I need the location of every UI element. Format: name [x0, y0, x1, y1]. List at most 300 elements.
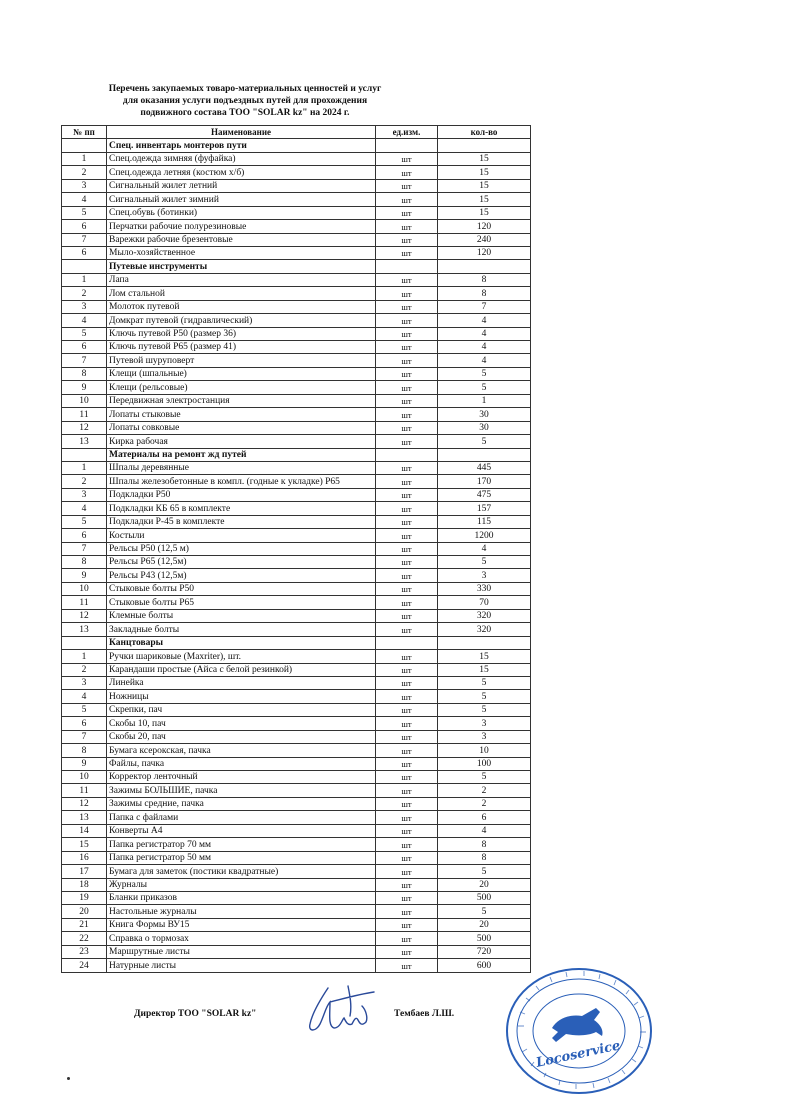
item-name: Клещи (рельсовые) [107, 381, 376, 394]
table-row [62, 676, 531, 689]
section-title: Спец. инвентарь монтеров пути [107, 139, 376, 152]
table-row [62, 582, 531, 595]
table-row [62, 824, 531, 837]
row-number: 12 [62, 797, 107, 810]
section-title: Канцтовары [107, 636, 376, 649]
item-name: Справка о тормозах [107, 932, 376, 945]
row-number: 10 [62, 582, 107, 595]
item-name: Домкрат путевой (гидравлический) [107, 314, 376, 327]
item-name: Сигнальный жилет летний [107, 179, 376, 192]
item-quantity: 475 [438, 488, 531, 501]
item-name: Клемные болты [107, 609, 376, 622]
item-unit: шт [376, 838, 438, 851]
table-row [62, 475, 531, 488]
item-name: Подкладки КБ 65 в комплекте [107, 502, 376, 515]
item-quantity: 8 [438, 287, 531, 300]
item-quantity: 2 [438, 797, 531, 810]
row-number: 7 [62, 233, 107, 246]
item-unit: шт [376, 945, 438, 958]
item-quantity: 15 [438, 663, 531, 676]
item-name: Подкладки Р50 [107, 488, 376, 501]
row-number: 17 [62, 865, 107, 878]
item-quantity: 1200 [438, 529, 531, 542]
table-row [62, 891, 531, 904]
item-quantity: 8 [438, 838, 531, 851]
item-unit: шт [376, 542, 438, 555]
item-name: Настольные журналы [107, 905, 376, 918]
section-quantity-cell [438, 448, 531, 461]
item-name: Рельсы Р50 (12,5 м) [107, 542, 376, 555]
item-quantity: 5 [438, 865, 531, 878]
item-quantity: 6 [438, 811, 531, 824]
table-row [62, 193, 531, 206]
table-row [62, 394, 531, 407]
item-quantity: 240 [438, 233, 531, 246]
item-name: Натурные листы [107, 959, 376, 972]
item-name: Ножницы [107, 690, 376, 703]
item-quantity: 20 [438, 878, 531, 891]
table-body [62, 139, 531, 972]
item-unit: шт [376, 233, 438, 246]
table-row [62, 314, 531, 327]
item-unit: шт [376, 408, 438, 421]
item-quantity: 15 [438, 166, 531, 179]
item-unit: шт [376, 475, 438, 488]
section-quantity-cell [438, 636, 531, 649]
row-number: 8 [62, 556, 107, 569]
item-quantity: 5 [438, 703, 531, 716]
row-number: 8 [62, 744, 107, 757]
table-row [62, 596, 531, 609]
row-number: 21 [62, 918, 107, 931]
item-unit: шт [376, 784, 438, 797]
row-number: 6 [62, 341, 107, 354]
item-unit: шт [376, 932, 438, 945]
table-row [62, 945, 531, 958]
item-name: Журналы [107, 878, 376, 891]
item-name: Скрепки, пач [107, 703, 376, 716]
item-name: Корректор ленточный [107, 771, 376, 784]
item-name: Подкладки Р-45 в комплекте [107, 515, 376, 528]
section-title: Материалы на ремонт жд путей [107, 448, 376, 461]
item-name: Лапа [107, 273, 376, 286]
item-unit: шт [376, 273, 438, 286]
row-number: 15 [62, 838, 107, 851]
item-name: Передвижная электростанция [107, 394, 376, 407]
row-number: 7 [62, 730, 107, 743]
item-unit: шт [376, 569, 438, 582]
item-unit: шт [376, 650, 438, 663]
item-unit: шт [376, 959, 438, 972]
table-row [62, 367, 531, 380]
item-unit: шт [376, 556, 438, 569]
item-unit: шт [376, 891, 438, 904]
item-name: Шпалы железобетонные в компл. (годные к укладке) Р65 [107, 475, 376, 488]
item-unit: шт [376, 193, 438, 206]
item-unit: шт [376, 676, 438, 689]
row-number: 22 [62, 932, 107, 945]
header-name: Наименование [107, 126, 376, 139]
section-row [62, 636, 531, 649]
item-quantity: 330 [438, 582, 531, 595]
purchase-list-table [61, 125, 531, 973]
row-number: 6 [62, 717, 107, 730]
section-row [62, 448, 531, 461]
table-row [62, 220, 531, 233]
item-quantity: 15 [438, 206, 531, 219]
item-unit: шт [376, 663, 438, 676]
row-number: 6 [62, 246, 107, 259]
row-number: 3 [62, 300, 107, 313]
row-number: 9 [62, 381, 107, 394]
section-number-cell [62, 139, 107, 152]
item-unit: шт [376, 744, 438, 757]
table-row [62, 690, 531, 703]
item-unit: шт [376, 878, 438, 891]
item-quantity: 320 [438, 623, 531, 636]
item-unit: шт [376, 220, 438, 233]
table-row [62, 556, 531, 569]
item-name: Конверты А4 [107, 824, 376, 837]
item-name: Рельсы Р65 (12,5м) [107, 556, 376, 569]
row-number: 5 [62, 703, 107, 716]
item-unit: шт [376, 166, 438, 179]
table-row [62, 246, 531, 259]
item-unit: шт [376, 609, 438, 622]
item-unit: шт [376, 529, 438, 542]
item-unit: шт [376, 488, 438, 501]
section-number-cell [62, 260, 107, 273]
table-row [62, 502, 531, 515]
item-quantity: 445 [438, 461, 531, 474]
header-quantity: кол-во [438, 126, 531, 139]
item-name: Маршрутные листы [107, 945, 376, 958]
item-name: Закладные болты [107, 623, 376, 636]
row-number: 5 [62, 206, 107, 219]
table-row [62, 703, 531, 716]
item-name: Карандаши простые (Айса с белой резинкой) [107, 663, 376, 676]
item-unit: шт [376, 246, 438, 259]
item-quantity: 5 [438, 367, 531, 380]
item-quantity: 15 [438, 152, 531, 165]
item-name: Кирка рабочая [107, 435, 376, 448]
item-unit: шт [376, 287, 438, 300]
table-row [62, 650, 531, 663]
row-number: 1 [62, 650, 107, 663]
table-row [62, 797, 531, 810]
item-quantity: 120 [438, 246, 531, 259]
item-unit: шт [376, 623, 438, 636]
item-quantity: 4 [438, 542, 531, 555]
table-row [62, 341, 531, 354]
item-name: Стыковые болты Р50 [107, 582, 376, 595]
row-number: 1 [62, 461, 107, 474]
item-quantity: 5 [438, 676, 531, 689]
item-unit: шт [376, 582, 438, 595]
table-row [62, 542, 531, 555]
item-unit: шт [376, 905, 438, 918]
row-number: 12 [62, 609, 107, 622]
table-row [62, 757, 531, 770]
item-unit: шт [376, 690, 438, 703]
item-quantity: 15 [438, 193, 531, 206]
table-row [62, 663, 531, 676]
item-unit: шт [376, 435, 438, 448]
section-quantity-cell [438, 139, 531, 152]
item-unit: шт [376, 206, 438, 219]
row-number: 13 [62, 435, 107, 448]
item-quantity: 4 [438, 341, 531, 354]
section-row [62, 260, 531, 273]
title-line-3: подвижного состава ТОО "SOLAR kz" на 2024 г. [140, 108, 350, 118]
item-name: Папка с файлами [107, 811, 376, 824]
table-row [62, 488, 531, 501]
item-name: Спец.обувь (ботинки) [107, 206, 376, 219]
table-row [62, 206, 531, 219]
scan-dot [67, 1077, 70, 1080]
item-name: Зажимы БОЛЬШИЕ, пачка [107, 784, 376, 797]
item-quantity: 3 [438, 717, 531, 730]
row-number: 6 [62, 529, 107, 542]
item-name: Скобы 20, пач [107, 730, 376, 743]
section-number-cell [62, 636, 107, 649]
stamp-center-text: Locoservice [534, 1038, 622, 1071]
table-row [62, 435, 531, 448]
table-row [62, 179, 531, 192]
table-row [62, 569, 531, 582]
table-row [62, 327, 531, 340]
item-name: Мыло-хозяйственное [107, 246, 376, 259]
item-quantity: 5 [438, 690, 531, 703]
section-title: Путевые инструменты [107, 260, 376, 273]
item-name: Путевой шуруповерт [107, 354, 376, 367]
item-name: Лопаты совковые [107, 421, 376, 434]
row-number: 9 [62, 569, 107, 582]
section-unit-cell [376, 448, 438, 461]
item-unit: шт [376, 502, 438, 515]
item-unit: шт [376, 367, 438, 380]
row-number: 4 [62, 314, 107, 327]
row-number: 6 [62, 220, 107, 233]
table-row [62, 784, 531, 797]
row-number: 1 [62, 152, 107, 165]
section-unit-cell [376, 636, 438, 649]
table-row [62, 623, 531, 636]
table-row [62, 233, 531, 246]
item-quantity: 120 [438, 220, 531, 233]
section-number-cell [62, 448, 107, 461]
table-row [62, 381, 531, 394]
item-name: Стыковые болты Р65 [107, 596, 376, 609]
item-quantity: 70 [438, 596, 531, 609]
title-line-1: Перечень закупаемых товаро-материальных ценностей и услуг [108, 84, 382, 94]
item-quantity: 5 [438, 905, 531, 918]
row-number: 5 [62, 327, 107, 340]
table-row [62, 878, 531, 891]
row-number: 5 [62, 515, 107, 528]
row-number: 24 [62, 959, 107, 972]
item-name: Бумага ксерокская, пачка [107, 744, 376, 757]
table-row [62, 744, 531, 757]
signature-row [0, 1004, 788, 1034]
header-number: № пп [62, 126, 107, 139]
table-row [62, 529, 531, 542]
item-quantity: 10 [438, 744, 531, 757]
item-quantity: 5 [438, 771, 531, 784]
item-name: Рельсы Р43 (12,5м) [107, 569, 376, 582]
item-quantity: 1 [438, 394, 531, 407]
item-unit: шт [376, 314, 438, 327]
section-row [62, 139, 531, 152]
item-unit: шт [376, 918, 438, 931]
row-number: 7 [62, 542, 107, 555]
item-quantity: 500 [438, 932, 531, 945]
item-name: Бланки приказов [107, 891, 376, 904]
row-number: 9 [62, 757, 107, 770]
item-unit: шт [376, 596, 438, 609]
section-unit-cell [376, 139, 438, 152]
item-name: Сигнальный жилет зимний [107, 193, 376, 206]
item-quantity: 7 [438, 300, 531, 313]
item-quantity: 5 [438, 556, 531, 569]
table-row [62, 717, 531, 730]
item-name: Ручки шариковые (Maxriter), шт. [107, 650, 376, 663]
item-quantity: 3 [438, 730, 531, 743]
item-name: Перчатки рабочие полурезиновые [107, 220, 376, 233]
table-row [62, 287, 531, 300]
item-name: Ключь путевой Р50 (размер 36) [107, 327, 376, 340]
item-unit: шт [376, 515, 438, 528]
table-row [62, 851, 531, 864]
section-quantity-cell [438, 260, 531, 273]
item-quantity: 4 [438, 327, 531, 340]
item-name: Молоток путевой [107, 300, 376, 313]
table-header-row [62, 126, 531, 139]
table-row [62, 461, 531, 474]
item-name: Лопаты стыковые [107, 408, 376, 421]
signatory-name: Тембаев Л.Ш. [394, 1009, 455, 1019]
row-number: 23 [62, 945, 107, 958]
table-row [62, 905, 531, 918]
item-unit: шт [376, 851, 438, 864]
table-row [62, 771, 531, 784]
item-name: Книга Формы ВУ15 [107, 918, 376, 931]
item-unit: шт [376, 797, 438, 810]
item-unit: шт [376, 824, 438, 837]
item-quantity: 4 [438, 314, 531, 327]
item-quantity: 4 [438, 824, 531, 837]
row-number: 3 [62, 488, 107, 501]
row-number: 4 [62, 690, 107, 703]
item-name: Бумага для заметок (постики квадратные) [107, 865, 376, 878]
row-number: 12 [62, 421, 107, 434]
row-number: 10 [62, 771, 107, 784]
row-number: 2 [62, 166, 107, 179]
item-name: Клещи (шпальные) [107, 367, 376, 380]
table-row [62, 609, 531, 622]
signatory-position: Директор ТОО "SOLAR kz" [134, 1009, 257, 1019]
item-quantity: 15 [438, 179, 531, 192]
row-number: 2 [62, 287, 107, 300]
item-name: Варежки рабочие брезентовые [107, 233, 376, 246]
header-unit: ед.изм. [376, 126, 438, 139]
row-number: 18 [62, 878, 107, 891]
item-name: Лом стальной [107, 287, 376, 300]
item-quantity: 720 [438, 945, 531, 958]
table-row [62, 166, 531, 179]
row-number: 4 [62, 193, 107, 206]
item-quantity: 170 [438, 475, 531, 488]
item-quantity: 30 [438, 408, 531, 421]
item-name: Спец.одежда летняя (костюм х/б) [107, 166, 376, 179]
table-row [62, 730, 531, 743]
item-quantity: 8 [438, 273, 531, 286]
table-row [62, 865, 531, 878]
item-name: Костыли [107, 529, 376, 542]
row-number: 4 [62, 502, 107, 515]
item-unit: шт [376, 461, 438, 474]
item-quantity: 157 [438, 502, 531, 515]
item-name: Линейка [107, 676, 376, 689]
table-row [62, 300, 531, 313]
item-quantity: 8 [438, 851, 531, 864]
table-row [62, 959, 531, 972]
table-row [62, 421, 531, 434]
item-unit: шт [376, 771, 438, 784]
item-unit: шт [376, 354, 438, 367]
table-row [62, 408, 531, 421]
row-number: 11 [62, 596, 107, 609]
item-quantity: 2 [438, 784, 531, 797]
row-number: 13 [62, 811, 107, 824]
row-number: 3 [62, 676, 107, 689]
row-number: 3 [62, 179, 107, 192]
item-name: Спец.одежда зимняя (фуфайка) [107, 152, 376, 165]
table-row [62, 918, 531, 931]
item-quantity: 600 [438, 959, 531, 972]
item-quantity: 320 [438, 609, 531, 622]
title-line-2: для оказания услуги подъездных путей для прохождения [122, 96, 368, 106]
table-row [62, 515, 531, 528]
item-quantity: 5 [438, 435, 531, 448]
item-unit: шт [376, 703, 438, 716]
item-unit: шт [376, 381, 438, 394]
table-row [62, 811, 531, 824]
row-number: 10 [62, 394, 107, 407]
item-unit: шт [376, 811, 438, 824]
row-number: 7 [62, 354, 107, 367]
section-unit-cell [376, 260, 438, 273]
item-quantity: 4 [438, 354, 531, 367]
item-name: Скобы 10, пач [107, 717, 376, 730]
item-unit: шт [376, 394, 438, 407]
item-name: Папка регистратор 50 мм [107, 851, 376, 864]
item-quantity: 500 [438, 891, 531, 904]
item-unit: шт [376, 152, 438, 165]
row-number: 20 [62, 905, 107, 918]
item-quantity: 20 [438, 918, 531, 931]
row-number: 14 [62, 824, 107, 837]
item-unit: шт [376, 300, 438, 313]
table-row [62, 152, 531, 165]
handwritten-signature [290, 980, 380, 1040]
item-unit: шт [376, 730, 438, 743]
row-number: 2 [62, 663, 107, 676]
row-number: 11 [62, 408, 107, 421]
item-name: Файлы, пачка [107, 757, 376, 770]
item-unit: шт [376, 327, 438, 340]
item-unit: шт [376, 341, 438, 354]
